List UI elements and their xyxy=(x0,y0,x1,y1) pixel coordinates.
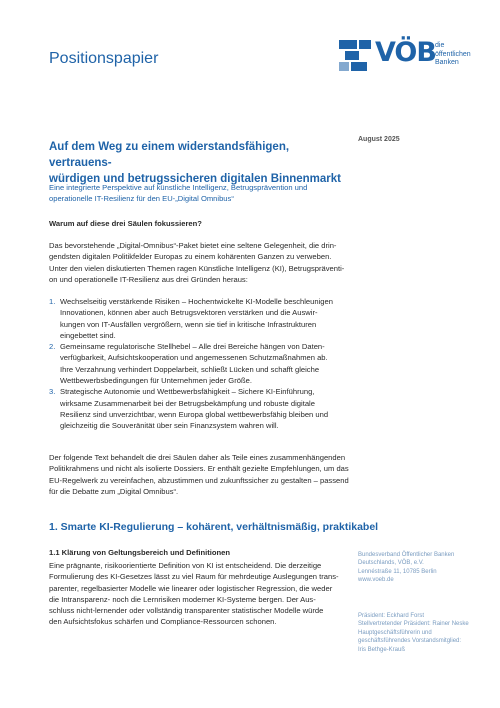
logo-block-icon xyxy=(345,51,359,60)
section-question: Warum auf diese drei Säulen fokussieren? xyxy=(49,219,202,228)
organization-address: Bundesverband Öffentlicher Banken Deutschlands, VÖB, e.V. Lennéstraße 11, 10785 Berlin www.voeb.de xyxy=(358,551,483,585)
list-item: 1. Wechselseitig verstärkende Risiken – Hochentwickelte KI-Modelle beschleunigen Innovationen, können aber auch Betrugsvektoren verstärken und die Auswir- kungen von IT-Ausfällen vergrößern, wenn sie tief in kritische Infrastrukturen eingebettet sind. xyxy=(49,297,333,340)
reasons-list xyxy=(49,296,354,432)
document-type: Positionspapier xyxy=(49,50,159,67)
document-subtitle: Eine integrierte Perspektive auf künstliche Intelligenz, Betrugsprävention und operationelle IT-Resilienz für den EU-„Digital Omnibus“ xyxy=(49,183,308,203)
logo-tagline: die öffentlichen Banken xyxy=(435,42,471,66)
list-number: 2. xyxy=(49,342,56,352)
list-item: 3. Strategische Autonomie und Wettbewerbsfähigkeit – Sichere KI-Einführung, wirksame Zusammenarbeit bei der Betrugsbekämpfung und robuste digitale Resilienz sind unverzichtbar, wenn Europa global wettbewerbsfähig bleiben und gleichzeitig die Souveränität über sein Finanzsystem wahren will. xyxy=(49,387,329,431)
publication-date: August 2025 xyxy=(358,136,400,143)
intro-paragraph: Das bevorstehende „Digital-Omnibus“-Paket bietet eine seltene Gelegenheit, die drin- gendsten digitalen Politikfelder Europas zu einem kohärenten Ganzen zu verweben. Unter den vielen diskutierten Themen ragen Künstliche Intelligenz (KI), Betrugspräventi- on und operationelle IT-Resilienz aus drei Gründen heraus: xyxy=(49,241,345,284)
document-title: Auf dem Weg zu einem widerstandsfähigen, vertrauens- würdigen und betrugssicheren digitalen Binnenmarkt xyxy=(49,141,342,185)
logo-block-icon xyxy=(359,40,371,49)
list-item: 2. Gemeinsame regulatorische Stellhebel – Alle drei Bereiche hängen von Daten- verfügbarkeit, Aufsichtskooperation und angemessenen Schutzmaßnahmen ab. Ihre Verzahnung verhindert Doppelarbeit, schließt Lücken und schafft gleiche Wettbewerbsbedingungen für Unternehmen jeder Größe. xyxy=(49,342,328,386)
list-number: 3. xyxy=(49,387,56,397)
logo-wordmark: VÖB xyxy=(375,37,436,68)
voeb-logo xyxy=(339,37,474,74)
subsection-heading: 1.1 Klärung von Geltungsbereich und Definitionen xyxy=(49,548,231,557)
closing-paragraph: Der folgende Text behandelt die drei Säulen daher als Teile eines zusammenhängenden Politikrahmens und nicht als isolierte Dossiers. Er enthält gezielte Empfehlungen, um das EU-Regelwerk zu vereinfachen, abzustimmen und zukunftssicher zu gestalten – passend für die Debatte zum „Digital Omnibus“. xyxy=(49,453,349,496)
logo-block-icon xyxy=(339,40,357,49)
logo-block-icon xyxy=(339,62,349,71)
section-paragraph: Eine prägnante, risikoorientierte Definition von KI ist entscheidend. Die derzeitige Formulierung des KI-Gesetzes lässt zu viel Raum für mehrdeutige Auslegungen trans- parenter, regelbasierter Modelle wie linearer oder logistischer Regression, die weder die Intransparenz- noch die Lernrisiken moderner KI-Systeme bergen. Der Aus- schluss nicht-lernender oder vollständig transparenter statistischer Modelle würde den Aufsichtsfokus schärfen und Compliance-Ressourcen schonen. xyxy=(49,561,339,627)
logo-block-icon xyxy=(351,62,367,71)
list-number: 1. xyxy=(49,297,56,306)
website-link[interactable]: www.voeb.de xyxy=(358,577,394,584)
section-heading: 1. Smarte KI-Regulierung – kohärent, verhältnismäßig, praktikabel xyxy=(49,521,379,533)
board-info: Präsident: Eckhard Forst Stellvertretender Präsident: Rainer Neske Hauptgeschäftsführerin und geschäftsführendes Vorstandsmitglied: Iris Bethge-Krauß xyxy=(358,613,469,653)
